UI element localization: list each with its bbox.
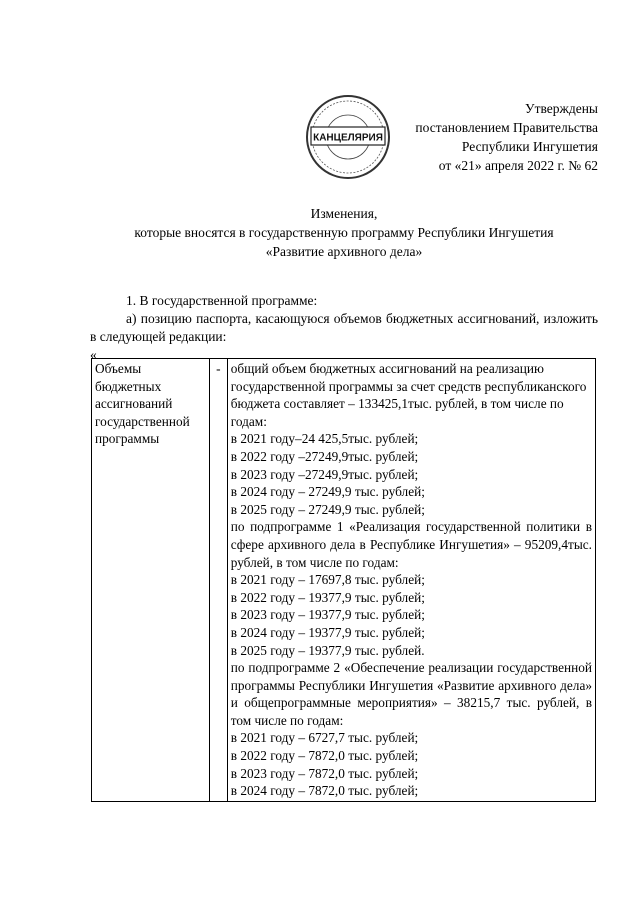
label-line: ассигнований	[95, 396, 173, 412]
year-line: в 2025 году – 19377,9 тыс. рублей.	[230, 642, 425, 658]
subprogram-2-text: по подпрограмме 2 «Обеспечение реализации государственной программы Республики Ингушетия «Развитие архивного дела» и общепрограммные мероприятия» – 38215,7 тыс. рублей, в том числе по годам:	[230, 660, 592, 728]
passport-table	[91, 358, 596, 802]
official-stamp	[304, 93, 392, 181]
open-quote: «	[90, 347, 97, 362]
approval-line-1: Утверждены	[525, 101, 598, 116]
approval-line-4: от «21» апреля 2022 г. № 62	[438, 158, 598, 173]
year-line: в 2022 году – 19377,9 тыс. рублей;	[230, 589, 425, 605]
title-line-3: «Развитие архивного дела»	[265, 244, 423, 259]
table-row	[92, 359, 596, 802]
title-line-1: Изменения,	[310, 206, 378, 221]
item-a-paragraph: а) позицию паспорта, касающуюся объемов бюджетных ассигнований, изложить в следующей редакции:	[90, 311, 598, 344]
label-line: Объемы	[95, 361, 142, 376]
year-line: в 2023 году – 7872,0 тыс. рублей;	[230, 765, 419, 781]
year-line: в 2022 году – 7872,0 тыс. рублей;	[230, 748, 419, 764]
item-1-paragraph: 1. В государственной программе:	[126, 293, 318, 308]
label-cell	[92, 359, 210, 802]
stamp-label: КАНЦЕЛЯРИЯ	[313, 132, 383, 144]
year-line: в 2024 году – 19377,9 тыс. рублей;	[230, 624, 425, 640]
title-line-2: которые вносятся в государственную программу Республики Ингушетия	[134, 225, 554, 240]
approval-line-2: постановлением Правительства	[415, 120, 598, 135]
content-cell	[227, 359, 595, 802]
year-line: в 2025 году – 27249,9 тыс. рублей;	[230, 501, 425, 517]
dash-cell: -	[209, 359, 227, 802]
approval-block	[415, 99, 598, 175]
year-line: в 2022 году –27249,9тыс. рублей;	[230, 448, 419, 464]
approval-line-3: Республики Ингушетия	[461, 139, 598, 154]
document-title	[90, 204, 598, 261]
year-line: в 2021 году–24 425,5тыс. рублей;	[230, 431, 419, 447]
year-line: в 2023 году – 19377,9 тыс. рублей;	[230, 607, 425, 623]
label-line: государственной	[95, 413, 190, 429]
year-line: в 2023 году –27249,9тыс. рублей;	[230, 466, 419, 482]
year-line: в 2021 году – 17697,8 тыс. рублей;	[230, 572, 425, 588]
subprogram-1-text: по подпрограмме 1 «Реализация государственной политики в сфере архивного дела в Республике Ингушетия» – 95209,4тыс. рублей, в том числе по годам:	[230, 519, 592, 570]
label-line: программы	[95, 431, 160, 447]
year-line: в 2021 году – 6727,7 тыс. рублей;	[230, 730, 419, 746]
label-line: бюджетных	[95, 378, 162, 394]
total-text: общий объем бюджетных ассигнований на реализацию государственной программы за счет средств республиканского бюджета составляет – 133425,1тыс. рублей, в том числе по годам:	[230, 361, 587, 429]
year-line: в 2024 году – 7872,0 тыс. рублей;	[230, 783, 419, 799]
year-line: в 2024 году – 27249,9 тыс. рублей;	[230, 484, 425, 500]
